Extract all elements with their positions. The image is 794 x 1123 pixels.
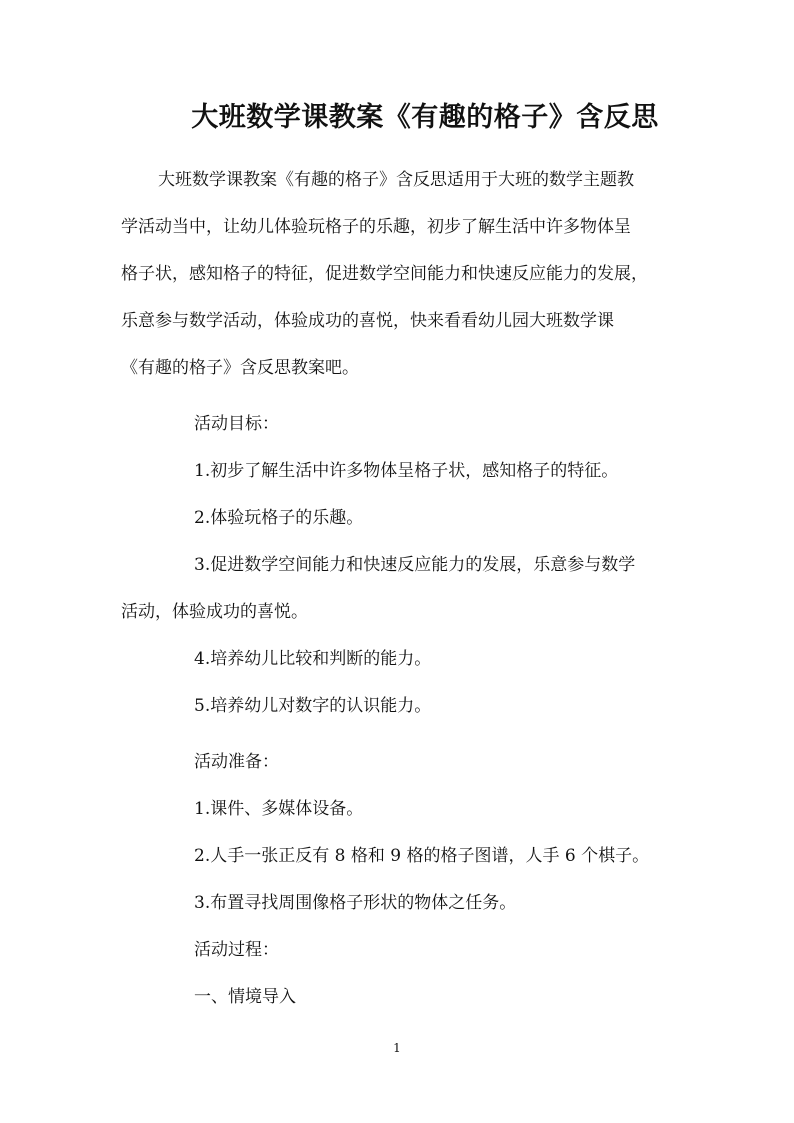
goal-item-1: 1.初步了解生活中许多物体呈格子状，感知格子的特征。: [194, 461, 619, 481]
intro-line-5: 《有趣的格子》含反思教案吧。: [121, 358, 359, 378]
page-number: 1: [393, 1041, 401, 1055]
goals-heading: 活动目标：: [194, 414, 279, 434]
section-heading-1: 一、情境导入: [194, 987, 296, 1007]
goal-item-3-line-1: 3.促进数学空间能力和快速反应能力的发展，乐意参与数学: [194, 555, 636, 575]
prep-section: [121, 739, 681, 1021]
title-container: [0, 0, 794, 150]
goals-section: [121, 401, 681, 730]
intro-paragraph: [121, 157, 681, 392]
goal-item-2: 2.体验玩格子的乐趣。: [194, 508, 364, 528]
goal-item-5: 5.培养幼儿对数字的认识能力。: [194, 696, 432, 716]
prep-item-3: 3.布置寻找周围像格子形状的物体之任务。: [194, 893, 517, 913]
goal-item-3-line-2: 活动，体验成功的喜悦。: [121, 602, 308, 622]
intro-line-3: 格子状，感知格子的特征，促进数学空间能力和快速反应能力的发展，: [121, 264, 648, 284]
intro-line-1: 大班数学课教案《有趣的格子》含反思适用于大班的数学主题教: [158, 170, 634, 190]
goal-item-4: 4.培养幼儿比较和判断的能力。: [194, 649, 432, 669]
intro-line-4: 乐意参与数学活动，体验成功的喜悦，快来看看幼儿园大班数学课: [121, 311, 614, 331]
process-heading: 活动过程：: [194, 940, 279, 960]
prep-item-2: 2.人手一张正反有 8 格和 9 格的格子图谱，人手 6 个棋子。: [194, 846, 650, 866]
prep-item-1: 1.课件、多媒体设备。: [194, 799, 364, 819]
document-title: 大班数学课教案《有趣的格子》含反思: [191, 102, 659, 133]
intro-line-2: 学活动当中，让幼儿体验玩格子的乐趣，初步了解生活中许多物体呈: [121, 217, 631, 237]
prep-heading: 活动准备：: [194, 752, 279, 772]
